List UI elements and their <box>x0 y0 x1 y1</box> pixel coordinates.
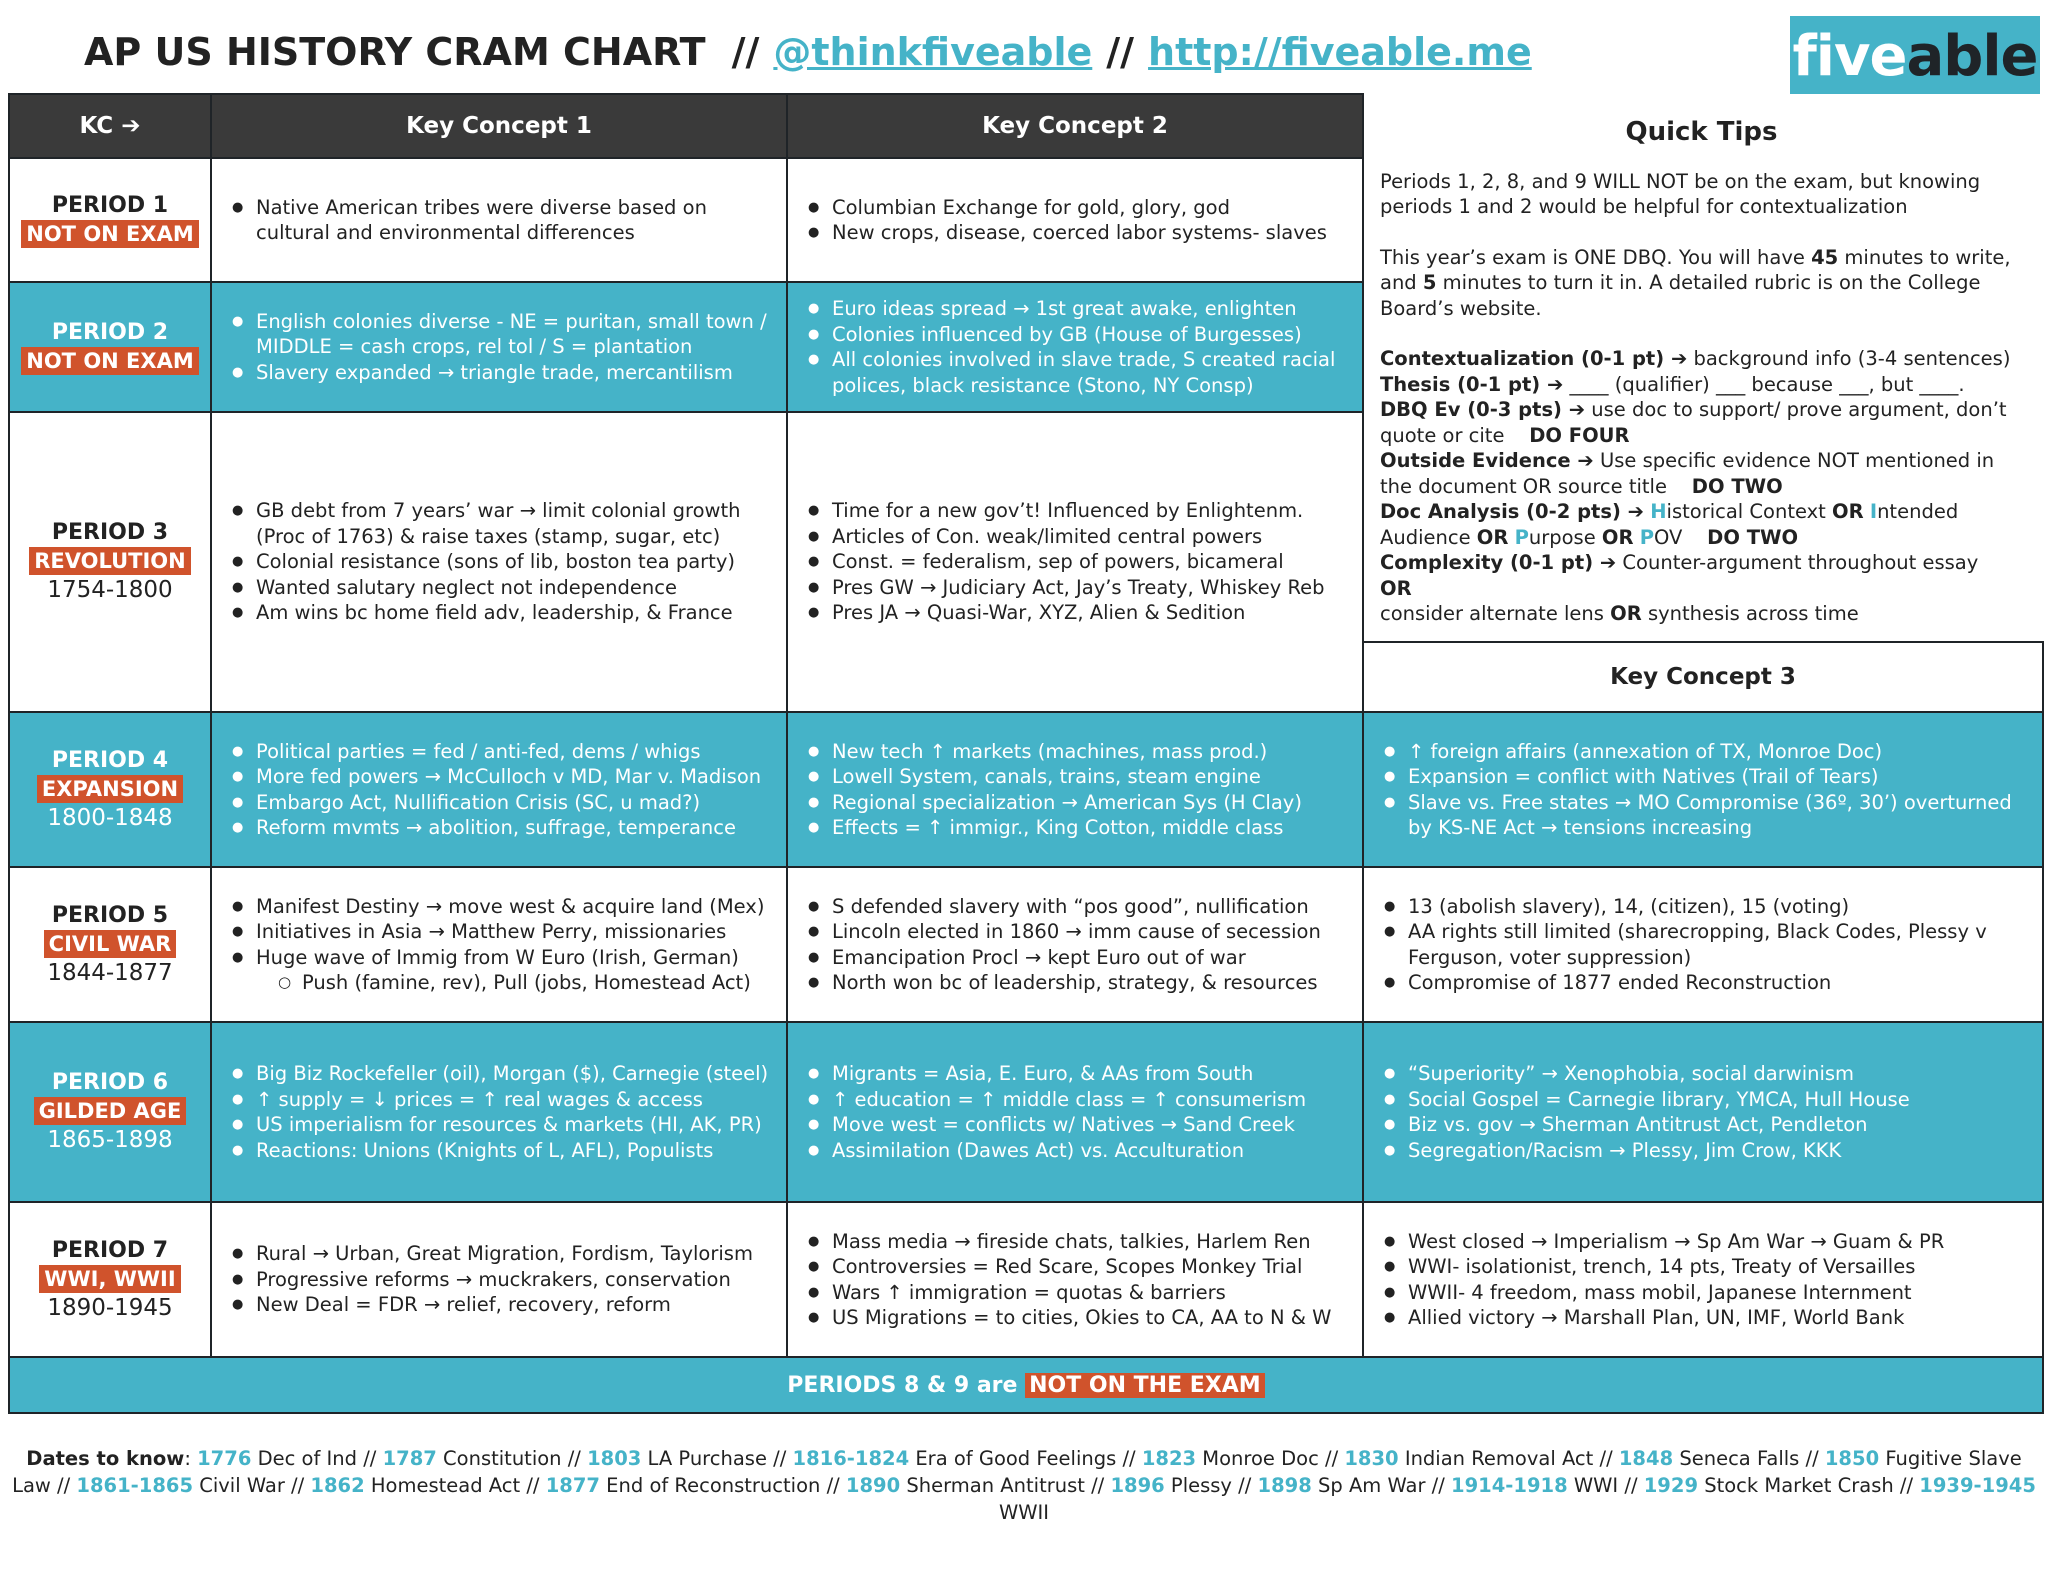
kc3-cell <box>1363 867 2043 1022</box>
date-year: 1877 <box>545 1474 600 1497</box>
date-year: 1890 <box>845 1474 901 1497</box>
list-item: ● Controversies = Red Scare, Scopes Monkey Trial <box>808 1254 1348 1280</box>
list-item: ● Rural → Urban, Great Migration, Fordism, Taylorism <box>232 1241 772 1267</box>
list-item: ● Migrants = Asia, E. Euro, & AAs from South <box>808 1061 1348 1087</box>
list-item: ● Lowell System, canals, trains, steam engine <box>808 764 1348 790</box>
period-row-6 <box>9 1022 2043 1202</box>
kc3-cell <box>1363 1202 2043 1357</box>
list-item: ● Lincoln elected in 1860 → imm cause of secession <box>808 919 1348 945</box>
date-year: 1803 <box>587 1447 642 1470</box>
date-year: 1861-1865 <box>76 1474 194 1497</box>
list-item: ● Wanted salutary neglect not independence <box>232 575 772 601</box>
list-item: ● Expansion = conflict with Natives (Trail of Tears) <box>1384 764 2028 790</box>
list-item: ● Embargo Act, Nullification Crisis (SC, u mad?) <box>232 790 772 816</box>
kc3-header: Key Concept 3 <box>1363 642 2043 712</box>
dates-to-know: Dates to know: 1776 Dec of Ind // 1787 Constitution // 1803 LA Purchase // 1816-1824 Era of Good Feelings // 1823 Monroe Doc // 1830 Indian Removal Act // 1848 Seneca Falls // 1850 Fugitive Slave Law // 1861-1865 Civil War // 1862 Homestead Act // 1877 End of Reconstruction // 1890 Sherman Antitrust // 1896 Plessy // 1898 Sp Am War // 1914-1918 WWI // 1929 Stock Market Crash // 1939-1945 WWII <box>12 1447 2036 1524</box>
arrow-right-icon: ➔ <box>121 113 141 139</box>
date-year: 1850 <box>1824 1447 1880 1470</box>
list-item: ● Pres JA → Quasi-War, XYZ, Alien & Sedition <box>808 600 1348 626</box>
date-event: Indian Removal Act <box>1398 1447 1594 1470</box>
list-item: ● All colonies involved in slave trade, S created racial polices, black resistance (Stono, NY Consp) <box>808 347 1348 398</box>
kc2-cell <box>787 1202 1363 1357</box>
date-event: End of Reconstruction <box>599 1474 821 1497</box>
list-item: ● New crops, disease, coerced labor systems- slaves <box>808 220 1348 246</box>
list-item: ● Articles of Con. weak/limited central powers <box>808 524 1348 550</box>
list-item: ● ↑ education = ↑ middle class = ↑ consumerism <box>808 1087 1348 1113</box>
period-label: PERIOD 5 CIVIL WAR 1844-1877 <box>9 867 211 1022</box>
date-event: Era of Good Feelings <box>909 1447 1117 1470</box>
header-separator: // <box>1106 30 1135 74</box>
kc2-cell <box>787 158 1363 282</box>
period-label: PERIOD 2 NOT ON EXAM <box>9 282 211 412</box>
sub-list-item: ○ Push (famine, rev), Pull (jobs, Homestead Act) <box>232 970 772 996</box>
tip-periods: Periods 1, 2, 8, and 9 WILL NOT be on the exam, but knowing periods 1 and 2 would be helpful for contextualization <box>1380 169 1981 218</box>
quick-tips-title: Quick Tips <box>1625 116 1778 147</box>
date-event: Seneca Falls <box>1673 1447 1800 1470</box>
kc1-cell <box>211 158 787 282</box>
list-item: ● Political parties = fed / anti-fed, dems / whigs <box>232 739 772 765</box>
rubric-doc-analysis: Doc Analysis (0-2 pts) ➔ Historical Context OR Intended Audience OR Purpose OR POV DO TWO <box>1380 500 1959 549</box>
list-item: ● English colonies diverse - NE = puritan, small town / MIDDLE = cash crops, rel tol / S = plantation <box>232 309 772 360</box>
list-item: ● Allied victory → Marshall Plan, UN, IMF, World Bank <box>1384 1305 2028 1331</box>
period-row-5 <box>9 867 2043 1022</box>
list-item: ● WWII- 4 freedom, mass mobil, Japanese Internment <box>1384 1280 2028 1306</box>
period-label: PERIOD 6 GILDED AGE 1865-1898 <box>9 1022 211 1202</box>
date-year: 1848 <box>1618 1447 1674 1470</box>
not-on-exam-badge: NOT ON EXAM <box>21 220 199 248</box>
date-year: 1914-1918 <box>1451 1474 1568 1497</box>
rubric-outside-evidence: Outside Evidence ➔ Use specific evidence NOT mentioned in the document OR source title DO TWO <box>1380 449 1995 498</box>
list-item: ● 13 (abolish slavery), 14, (citizen), 15 (voting) <box>1384 894 2028 920</box>
date-year: 1896 <box>1110 1474 1165 1497</box>
kc2-cell <box>787 412 1363 712</box>
list-item: ● Move west = conflicts w/ Natives → Sand Creek <box>808 1112 1348 1138</box>
date-year: 1929 <box>1643 1474 1699 1497</box>
page-title: AP US HISTORY CRAM CHART <box>84 30 706 74</box>
date-event: Dec of Ind <box>251 1447 358 1470</box>
kc2-cell <box>787 712 1363 867</box>
list-item: ● Euro ideas spread → 1st great awake, enlighten <box>808 296 1348 322</box>
period-label: PERIOD 1 NOT ON EXAM <box>9 158 211 282</box>
rubric-complexity: Complexity (0-1 pt) ➔ Counter-argument throughout essay <box>1380 551 1979 574</box>
list-item: ● Time for a new gov’t! Influenced by Enlightenm. <box>808 498 1348 524</box>
date-event: WWI <box>1567 1474 1619 1497</box>
header-separator: // <box>731 30 760 74</box>
date-event: Fugitive Slave Law <box>12 1447 2022 1497</box>
list-item: ● US Migrations = to cities, Okies to CA, AA to N & W <box>808 1305 1348 1331</box>
date-event: WWII <box>998 1501 1050 1524</box>
period-label: PERIOD 3 REVOLUTION 1754-1800 <box>9 412 211 712</box>
list-item: ● Columbian Exchange for gold, glory, god <box>808 195 1348 221</box>
kc1-cell <box>211 867 787 1022</box>
rubric-thesis: Thesis (0-1 pt) ➔ ____ (qualifier) ___ because ___, but ____. <box>1380 372 1965 396</box>
list-item: ● Slave vs. Free states → MO Compromise (36º, 30’) overturned by KS-NE Act → tensions increasing <box>1384 790 2028 841</box>
list-item: ● AA rights still limited (sharecropping, Black Codes, Plessy v Ferguson, voter suppression) <box>1384 919 2028 970</box>
list-item: ● US imperialism for resources & markets (HI, AK, PR) <box>232 1112 772 1138</box>
list-item: ● Const. = federalism, sep of powers, bicameral <box>808 549 1348 575</box>
list-item: ● Pres GW → Judiciary Act, Jay’s Treaty, Whiskey Reb <box>808 575 1348 601</box>
kc2-cell <box>787 1022 1363 1202</box>
kc1-cell <box>211 1022 787 1202</box>
page-header <box>84 22 1532 82</box>
list-item: ● ↑ supply = ↓ prices = ↑ real wages & access <box>232 1087 772 1113</box>
list-item: ● Reform mvmts → abolition, suffrage, temperance <box>232 815 772 841</box>
kc1-cell <box>211 712 787 867</box>
kc3-cell <box>1363 1022 2043 1202</box>
fiveable-logo: five able <box>1790 16 2040 96</box>
period-label: PERIOD 7 WWI, WWII 1890-1945 <box>9 1202 211 1357</box>
list-item: ● Social Gospel = Carnegie library, YMCA, Hull House <box>1384 1087 2028 1113</box>
twitter-handle-link[interactable]: @thinkfiveable <box>773 30 1093 74</box>
list-item: ● New tech ↑ markets (machines, mass prod.) <box>808 739 1348 765</box>
kc1-header: Key Concept 1 <box>211 94 787 158</box>
date-event: Sp Am War <box>1311 1474 1426 1497</box>
dates-label: Dates to know <box>26 1447 185 1470</box>
kc-header: KC ➔ <box>9 94 211 158</box>
cram-chart-table <box>8 93 2044 1414</box>
list-item: ● Native American tribes were diverse based on cultural and environmental differences <box>232 195 772 246</box>
rubric-contextualization: Contextualization (0-1 pt) ➔ background info (3-4 sentences) <box>1380 347 2011 370</box>
date-year: 1816-1824 <box>792 1447 910 1470</box>
list-item: ● Colonies influenced by GB (House of Burgesses) <box>808 322 1348 348</box>
not-on-exam-badge: NOT ON THE EXAM <box>1025 1373 1265 1398</box>
date-event: Constitution <box>436 1447 562 1470</box>
list-item: ● Am wins bc home field adv, leadership, & France <box>232 600 772 626</box>
list-item: ● “Superiority” → Xenophobia, social darwinism <box>1384 1061 2028 1087</box>
list-item: ● Manifest Destiny → move west & acquire land (Mex) <box>232 894 772 920</box>
list-item: ● Colonial resistance (sons of lib, boston tea party) <box>232 549 772 575</box>
not-on-exam-badge: NOT ON EXAM <box>21 347 199 375</box>
date-event: LA Purchase <box>641 1447 767 1470</box>
website-link[interactable]: http://fiveable.me <box>1148 30 1532 74</box>
list-item: ● Mass media → fireside chats, talkies, Harlem Ren <box>808 1229 1348 1255</box>
date-year: 1787 <box>382 1447 437 1470</box>
list-item: ● Initiatives in Asia → Matthew Perry, missionaries <box>232 919 772 945</box>
list-item: ● Wars ↑ immigration = quotas & barriers <box>808 1280 1348 1306</box>
list-item: ● Assimilation (Dawes Act) vs. Acculturation <box>808 1138 1348 1164</box>
quick-tips-panel <box>1363 94 2043 642</box>
list-item: ● S defended slavery with “pos good”, nullification <box>808 894 1348 920</box>
kc1-cell <box>211 1202 787 1357</box>
date-year: 1776 <box>197 1447 252 1470</box>
list-item: ● North won bc of leadership, strategy, & resources <box>808 970 1348 996</box>
kc1-cell <box>211 412 787 712</box>
kc2-cell <box>787 867 1363 1022</box>
list-item: ● West closed → Imperialism → Sp Am War → Guam & PR <box>1384 1229 2028 1255</box>
date-event: Civil War <box>193 1474 285 1497</box>
date-year: 1939-1945 <box>1919 1474 2036 1497</box>
list-item: ● ↑ foreign affairs (annexation of TX, Monroe Doc) <box>1384 739 2028 765</box>
kc2-header: Key Concept 2 <box>787 94 1363 158</box>
quick-tips-body: Periods 1, 2, 8, and 9 WILL NOT be on the exam, but knowing periods 1 and 2 would be helpful for contextualization This year’s exam is ONE DBQ. You will have 45 minutes to write, and 5 minutes to turn it in. A detailed rubric is on the College Board’s website. Contextualization (0-1 pt) ➔ background info (3-4 sentences) Thesis (0-1 pt) ➔ ____ (qualifier) ___ because ___, but ____. DBQ Ev (0-3 pts) ➔ use doc to support/ prove argument, don’t quote or cite DO FOUR Outside Evidence ➔ Use specific evidence NOT mentioned in the document OR source title DO TWO Doc Analysis (0-2 pts) ➔ Historical Context OR Intended Audience OR Purpose OR POV DO TWO Complexity (0-1 pt) ➔ Counter-argument throughout essay OR consider alternate lens OR synthesis across time <box>1380 169 2023 627</box>
list-item: ● Reactions: Unions (Knights of L, AFL), Populists <box>232 1138 772 1164</box>
date-event: Sherman Antitrust <box>900 1474 1085 1497</box>
date-event: Plessy <box>1164 1474 1232 1497</box>
period-row-7 <box>9 1202 2043 1357</box>
kc1-cell <box>211 282 787 412</box>
kc3-cell <box>1363 712 2043 867</box>
list-item: ● Effects = ↑ immigr., King Cotton, middle class <box>808 815 1348 841</box>
list-item: ● Regional specialization → American Sys (H Clay) <box>808 790 1348 816</box>
date-year: 1862 <box>310 1474 365 1497</box>
kc2-cell <box>787 282 1363 412</box>
tip-exam-format: This year’s exam is ONE DBQ. You will have 45 minutes to write, and 5 minutes to turn it in. A detailed rubric is on the College Board’s website. <box>1380 245 2011 320</box>
date-event: Monroe Doc <box>1196 1447 1319 1470</box>
list-item: ● Biz vs. gov → Sherman Antitrust Act, Pendleton <box>1384 1112 2028 1138</box>
period-label: PERIOD 4 EXPANSION 1800-1848 <box>9 712 211 867</box>
list-item: ● More fed powers → McCulloch v MD, Mar v. Madison <box>232 764 772 790</box>
list-item: ● Compromise of 1877 ended Reconstruction <box>1384 970 2028 996</box>
list-item: ● Slavery expanded → triangle trade, mercantilism <box>232 360 772 386</box>
date-year: 1898 <box>1257 1474 1312 1497</box>
date-year: 1823 <box>1141 1447 1197 1470</box>
list-item: ● Emancipation Procl → kept Euro out of war <box>808 945 1348 971</box>
list-item: ● GB debt from 7 years’ war → limit colonial growth (Proc of 1763) & raise taxes (stamp, sugar, etc) <box>232 498 772 549</box>
dates-list: 1776 Dec of Ind // 1787 Constitution // 1803 LA Purchase // 1816-1824 Era of Good Feelings // 1823 Monroe Doc // 1830 Indian Removal Act // 1848 Seneca Falls // 1850 Fugitive Slave Law // 1861-1865 Civil War // 1862 Homestead Act // 1877 End of Reconstruction // 1890 Sherman Antitrust // 1896 Plessy // 1898 Sp Am War // 1914-1918 WWI // 1929 Stock Market Crash // 1939-1945 WWII <box>12 1447 2036 1524</box>
list-item: ● Segregation/Racism → Plessy, Jim Crow, KKK <box>1384 1138 2028 1164</box>
date-year: 1830 <box>1344 1447 1399 1470</box>
date-event: Homestead Act <box>364 1474 521 1497</box>
list-item: ● WWI- isolationist, trench, 14 pts, Treaty of Versailles <box>1384 1254 2028 1280</box>
list-item: ● Progressive reforms → muckrakers, conservation <box>232 1267 772 1293</box>
rubric-dbq-evidence: DBQ Ev (0-3 pts) ➔ use doc to support/ prove argument, don’t quote or cite DO FOUR <box>1380 398 2007 447</box>
date-event: Stock Market Crash <box>1698 1474 1894 1497</box>
list-item: ● New Deal = FDR → relief, recovery, reform <box>232 1292 772 1318</box>
list-item: ● Huge wave of Immig from W Euro (Irish, German) <box>232 945 772 971</box>
list-item: ● Big Biz Rockefeller (oil), Morgan ($), Carnegie (steel) <box>232 1061 772 1087</box>
period-row-4 <box>9 712 2043 867</box>
periods-8-9-banner: PERIODS 8 & 9 are NOT ON THE EXAM <box>9 1357 2043 1413</box>
